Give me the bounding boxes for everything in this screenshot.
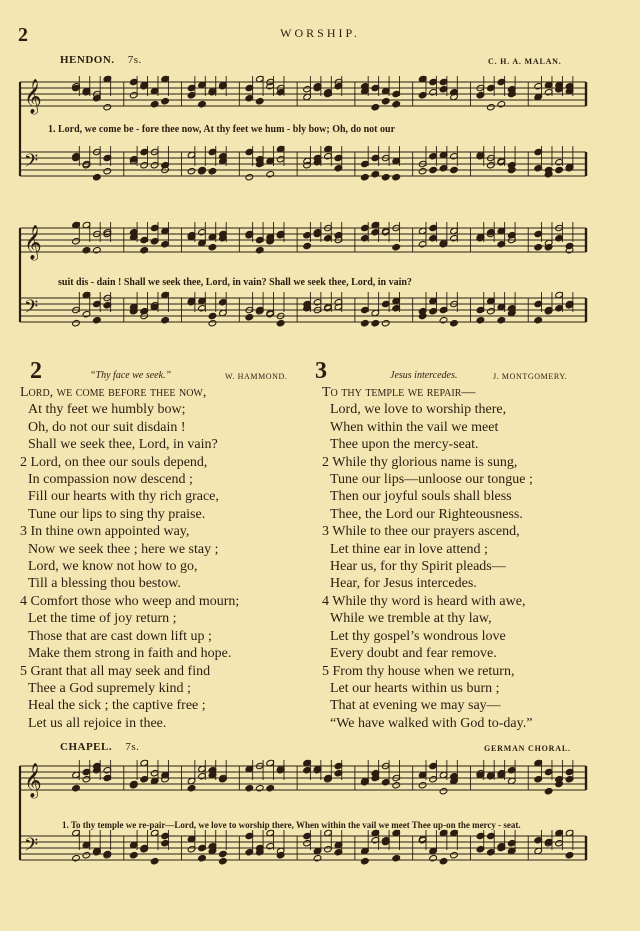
hymn-2-text <box>20 384 239 732</box>
music-system-3 <box>16 752 588 882</box>
verse-line: Oh, do not our suit disdain ! <box>28 419 186 435</box>
page-number: 2 <box>18 24 28 46</box>
verse-line: “We have walked with God to-day.” <box>330 715 533 731</box>
verse-line: Let us all rejoice in thee. <box>28 715 167 731</box>
verse-line: Let our hearts within us burn ; <box>330 680 500 696</box>
verse-line: Heal the sick ; the captive free ; <box>28 698 206 714</box>
verse-line: Lord, we love to worship there, <box>330 402 507 418</box>
verse-line: Thee upon the mercy-seat. <box>330 437 479 453</box>
svg-text:𝄞: 𝄞 <box>24 225 42 260</box>
verse-line: Now we seek thee ; here we stay ; <box>28 541 219 557</box>
tune-name: CHAPEL. <box>60 741 113 753</box>
verse-line: Hear, for Jesus intercedes. <box>330 576 477 592</box>
verse-line: 5 From thy house when we return, <box>322 663 515 679</box>
verse-line: Every doubt and fear remove. <box>330 646 497 662</box>
verse-line: Fill our hearts with thy rich grace, <box>28 489 219 505</box>
tune-meter: 7s. <box>127 54 142 66</box>
verse-line: Let thine ear in love attend ; <box>330 541 488 557</box>
verse-line: Lord, we come before thee now, <box>20 385 207 400</box>
verse-line: Till a blessing thou bestow. <box>28 576 181 592</box>
verse-line: 5 Grant that all may seek and find <box>20 663 211 679</box>
verse-line: Then our joyful souls shall bless <box>330 489 512 505</box>
svg-text:𝄞: 𝄞 <box>24 763 42 798</box>
hymn-author-2: W. HAMMOND. <box>225 372 288 381</box>
verse-line: Make them strong in faith and hope. <box>28 646 232 662</box>
tune-meter: 7s. <box>125 741 140 753</box>
verse-line: Hear us, for thy Spirit pleads— <box>330 559 506 575</box>
verse-line: At thy feet we humbly bow; <box>28 402 186 418</box>
hymn-3-text <box>322 384 533 732</box>
hymn-title-3: Jesus intercedes. <box>390 370 458 381</box>
verse-line: Let thy gospel’s wondrous love <box>330 628 506 644</box>
verse-line: Let the time of joy return ; <box>28 611 177 627</box>
lyric-line-2: suit dis - dain ! Shall we seek thee, Lord, in vain? Shall we seek thee, Lord, in vain? <box>58 277 412 288</box>
verse-line: 2 While thy glorious name is sung, <box>322 454 518 470</box>
running-title: WORSHIP. <box>280 26 360 40</box>
verse-line: 4 While thy word is heard with awe, <box>322 593 526 609</box>
svg-text:𝄢: 𝄢 <box>24 297 39 322</box>
verse-line: 2 Lord, on thee our souls depend, <box>20 454 208 470</box>
verse-line: When within the vail we meet <box>330 419 499 435</box>
lyric-line-3: 1. To thy temple we re-pair—Lord, we love to worship there, When within the vail we meet Thee up-on the mercy - seat. <box>62 820 521 830</box>
svg-text:𝄢: 𝄢 <box>24 151 39 176</box>
hymn-title-2: “Thy face we seek.” <box>90 370 172 381</box>
verse-line: 3 While to thee our prayers ascend, <box>322 524 520 540</box>
tune-composer: C. H. A. MALAN. <box>488 57 562 66</box>
verse-line: That at evening we may say— <box>330 698 501 714</box>
tune-composer: GERMAN CHORAL. <box>484 744 571 753</box>
verse-line: Thee a God supremely kind ; <box>28 680 191 696</box>
music-system-2 <box>16 210 588 340</box>
verse-line: Lord, we know not how to go, <box>28 559 198 575</box>
page-header <box>0 24 640 44</box>
verse-line: 3 In thine own appointed way, <box>20 524 190 540</box>
svg-text:𝄞: 𝄞 <box>24 79 42 114</box>
svg-text:𝄢: 𝄢 <box>24 835 39 860</box>
lyric-line-1: 1. Lord, we come be - fore thee now, At thy feet we hum - bly bow; Oh, do not our <box>48 124 396 135</box>
verse-line: 4 Comfort those who weep and mourn; <box>20 593 240 609</box>
verse-line: To thy temple we repair— <box>322 385 476 400</box>
tune-name: HENDON. <box>60 54 115 66</box>
hymn-author-3: J. MONTGOMERY. <box>493 372 568 381</box>
hymn-number-3: 3 <box>315 358 327 384</box>
verse-line: Tune our lips—unloose our tongue ; <box>330 472 533 488</box>
hymn-number-2: 2 <box>30 358 42 384</box>
verse-line: Thee, the Lord our Righteousness. <box>330 506 523 522</box>
verse-line: While we tremble at thy law, <box>330 611 492 627</box>
verse-line: Those that are cast down lift up ; <box>28 628 212 644</box>
verse-line: Tune our lips to sing thy praise. <box>28 506 206 522</box>
verse-line: In compassion now descend ; <box>28 472 193 488</box>
tune-heading-hendon <box>60 54 142 66</box>
verse-line: Shall we seek thee, Lord, in vain? <box>28 437 218 453</box>
